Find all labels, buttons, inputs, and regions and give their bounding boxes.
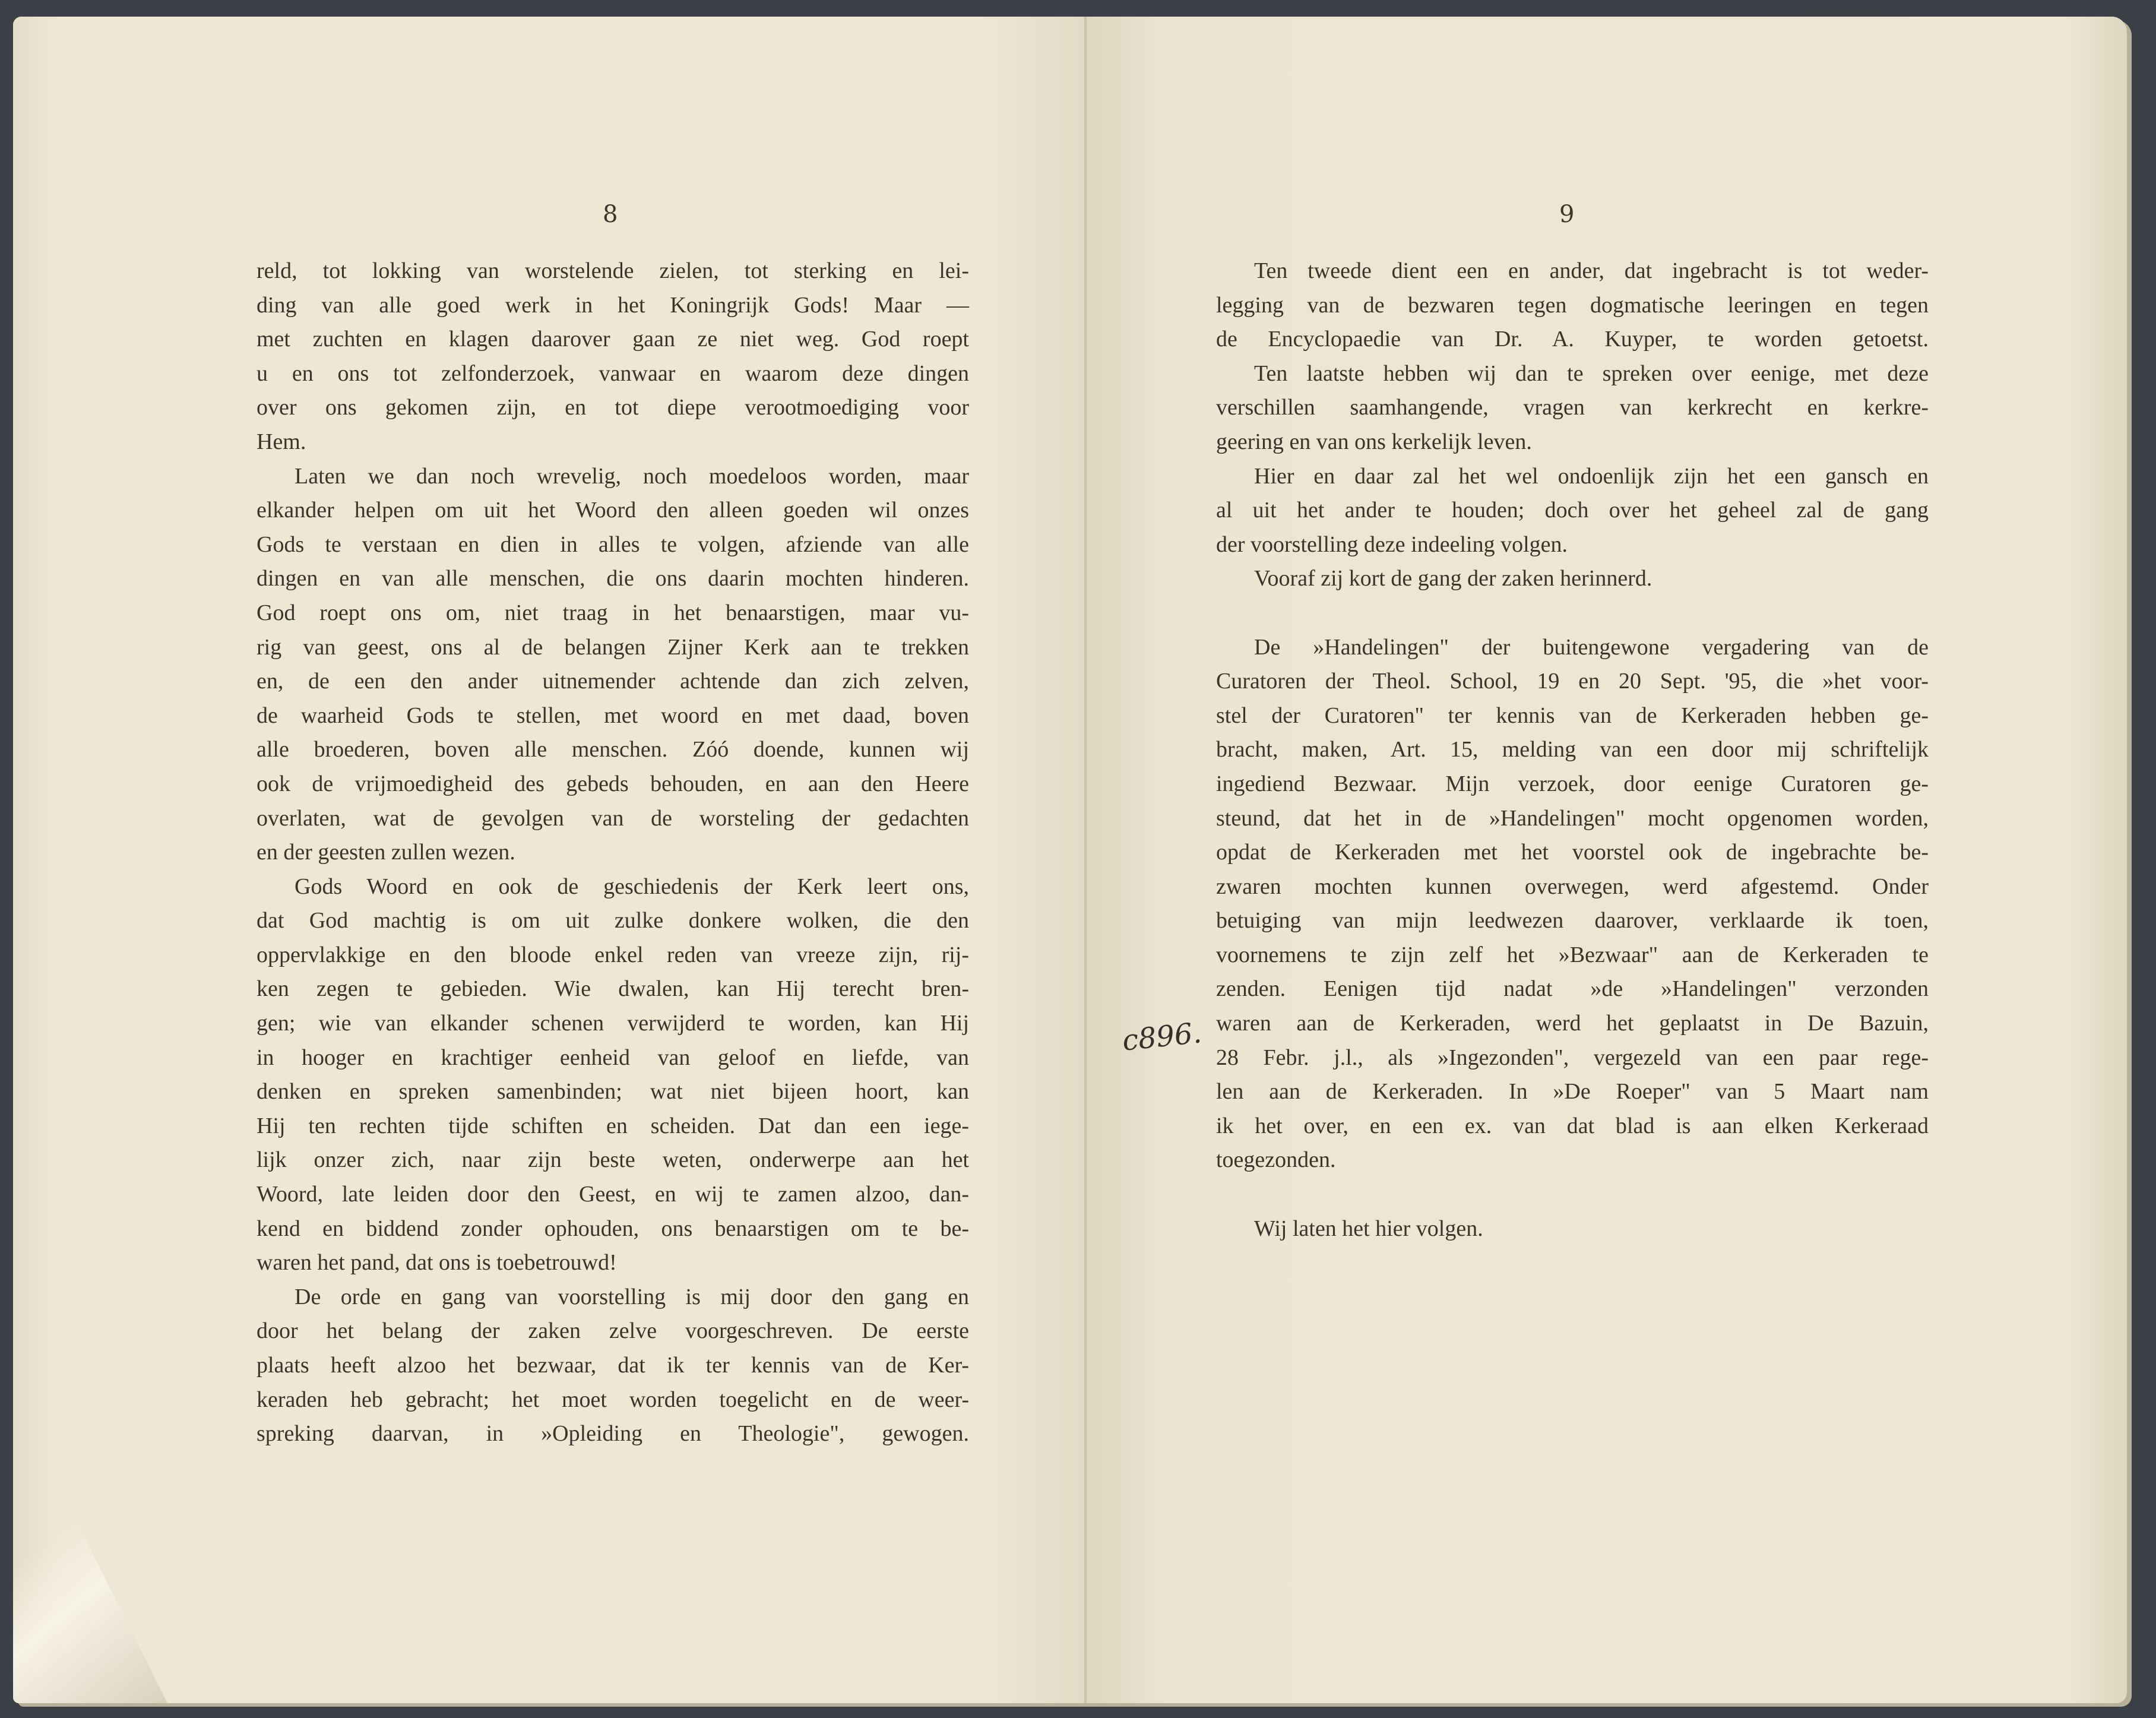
text-line: 28 Febr. j.l., als »Ingezonden", vergezeld van een paar rege- [1216, 1045, 1929, 1070]
text-line: len aan de Kerkeraden. In »De Roeper" van 5 Maart nam [1216, 1079, 1929, 1105]
text-line: rig van geest, ons al de belangen Zijner Kerk aan te trekken [257, 634, 969, 660]
text-line: dat God machtig is om uit zulke donkere wolken, die den [257, 908, 969, 934]
text-line: elkander helpen om uit het Woord den alleen goeden wil onzes [257, 498, 969, 523]
text-line: Ten laatste hebben wij dan te spreken over eenige, met deze [1254, 360, 1929, 386]
text-line: God roept ons om, niet traag in het benaarstigen, maar vu- [257, 600, 969, 625]
text-line: gen; wie van elkander schenen verwijderd te worden, kan Hij [257, 1011, 969, 1036]
text-line: ingediend Bezwaar. Mijn verzoek, door eenige Curatoren ge- [1216, 771, 1929, 796]
text-line: spreking daarvan, in »Opleiding en Theologie", gewogen. [257, 1421, 969, 1447]
text-line: zwaren mochten kunnen overwegen, werd afgestemd. Onder [1216, 874, 1929, 899]
text-line: stel der Curatoren" ter kennis van de Kerkeraden hebben ge- [1216, 703, 1929, 728]
text-line: voornemens te zijn zelf het »Bezwaar" aan de Kerkeraden te [1216, 942, 1929, 967]
paragraph-gap [1216, 596, 1929, 631]
text-line: toegezonden. [1216, 1147, 1336, 1173]
text-line: over ons gekomen zijn, en tot diepe verootmoediging voor [257, 395, 969, 420]
text-line: Curatoren der Theol. School, 19 en 20 Sept. '95, die »het voor- [1216, 669, 1929, 694]
text-line: oppervlakkige en den bloode enkel reden van vreeze zijn, rij- [257, 942, 969, 967]
left-text-column [257, 254, 969, 1451]
text-line: verschillen saamhangende, vragen van kerkrecht en kerkre- [1216, 395, 1929, 420]
text-line: legging van de bezwaren tegen dogmatische leeringen en tegen [1216, 292, 1929, 318]
text-line: met zuchten en klagen daarover gaan ze niet weg. God roept [257, 327, 969, 352]
text-line: door het belang der zaken zelve voorgeschreven. De eerste [257, 1318, 969, 1344]
text-line: en, de een den ander uitnemender achtende dan zich zelven, [257, 669, 969, 694]
text-line: denken en spreken samenbinden; wat niet bijeen hoort, kan [257, 1079, 969, 1105]
text-line: in hooger en krachtiger eenheid van geloof en liefde, van [257, 1045, 969, 1070]
text-line: reld, tot lokking van worstelende zielen, tot sterking en lei- [257, 258, 969, 283]
text-line: Gods Woord en ook de geschiedenis der Kerk leert ons, [295, 874, 969, 899]
text-line: Woord, late leiden door den Geest, en wij te zamen alzoo, dan- [257, 1182, 969, 1207]
paragraph-gap [1216, 1178, 1929, 1212]
text-line: u en ons tot zelfonderzoek, vanwaar en waarom deze dingen [257, 360, 969, 386]
text-line: steund, dat het in de »Handelingen" mocht opgenomen worden, [1216, 805, 1929, 831]
text-line: De »Handelingen" der buitengewone vergadering van de [1254, 634, 1929, 660]
text-line: Vooraf zij kort de gang der zaken herinnerd. [1254, 566, 1652, 591]
text-line: der voorstelling deze indeeling volgen. [1216, 531, 1568, 557]
text-line: Hij ten rechten tijde schiften en scheiden. Dat dan een iege- [257, 1113, 969, 1138]
text-line: kend en biddend zonder ophouden, ons benaarstigen om te be- [257, 1216, 969, 1241]
text-line: Ten tweede dient een en ander, dat ingebracht is tot weder- [1254, 258, 1929, 283]
text-line: zenden. Eenigen tijd nadat »de »Handelingen" verzonden [1216, 976, 1929, 1002]
right-text-column [1216, 254, 1929, 1246]
text-line: betuiging van mijn leedwezen daarover, verklaarde ik toen, [1216, 908, 1929, 934]
text-line: alle broederen, boven alle menschen. Zóó doende, kunnen wij [257, 737, 969, 762]
text-line: ding van alle goed werk in het Koningrijk Gods! Maar — [257, 292, 969, 318]
text-line: lijk onzer zich, naar zijn beste weten, onderwerpe aan het [257, 1147, 969, 1173]
text-line: Laten we dan noch wrevelig, noch moedeloos worden, maar [295, 463, 969, 489]
text-line: Hier en daar zal het wel ondoenlijk zijn het een gansch en [1254, 463, 1929, 489]
text-line: de waarheid Gods te stellen, met woord en met daad, boven [257, 703, 969, 728]
text-line: Wij laten het hier volgen. [1254, 1216, 1483, 1241]
text-line: ook de vrijmoedigheid des gebeds behouden, en aan den Heere [257, 771, 969, 796]
left-page [13, 17, 1087, 1703]
text-line: keraden heb gebracht; het moet worden toegelicht en de weer- [257, 1387, 969, 1412]
text-line: dingen en van alle menschen, die ons daarin mochten hinderen. [257, 566, 969, 591]
text-line: De orde en gang van voorstelling is mij door den gang en [295, 1284, 969, 1309]
text-line: plaats heeft alzoo het bezwaar, dat ik ter kennis van de Ker- [257, 1353, 969, 1378]
text-line: geering en van ons kerkelijk leven. [1216, 429, 1532, 454]
text-line: ken zegen te gebieden. Wie dwalen, kan Hij terecht bren- [257, 976, 969, 1002]
text-line: bracht, maken, Art. 15, melding van een door mij schriftelijk [1216, 737, 1929, 762]
text-line: opdat de Kerkeraden met het voorstel ook de ingebrachte be- [1216, 840, 1929, 865]
text-line: waren aan de Kerkeraden, werd het geplaatst in De Bazuin, [1216, 1011, 1929, 1036]
text-line: Hem. [257, 429, 306, 454]
right-page [1087, 17, 2127, 1703]
left-page-number: 8 [603, 201, 618, 228]
text-line: waren het pand, dat ons is toebetrouwd! [257, 1250, 617, 1276]
folded-page-corner [13, 1394, 167, 1703]
text-line: al uit het ander te houden; doch over het geheel zal de gang [1216, 498, 1929, 523]
right-page-number: 9 [1559, 201, 1575, 228]
text-line: overlaten, wat de gevolgen van de worsteling der gedachten [257, 805, 969, 831]
text-line: Gods te verstaan en dien in alles te volgen, afziende van alle [257, 531, 969, 557]
handwritten-margin-note: c896. [1120, 1016, 1204, 1058]
text-line: ik het over, en een ex. van dat blad is aan elken Kerkeraad [1216, 1113, 1929, 1138]
text-line: de Encyclopaedie van Dr. A. Kuyper, te worden getoetst. [1216, 327, 1929, 352]
text-line: en der geesten zullen wezen. [257, 840, 515, 865]
book-spread [13, 17, 2127, 1703]
